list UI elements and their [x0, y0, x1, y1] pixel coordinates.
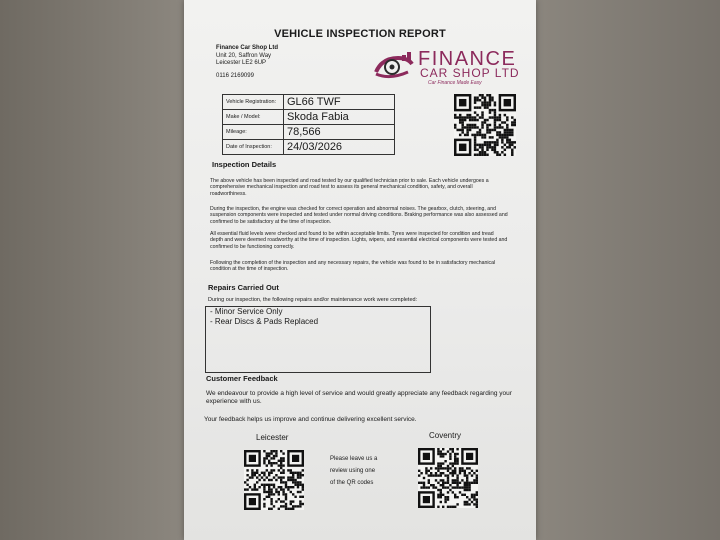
- address-line-1: Unit 20, Saffron Way: [216, 52, 272, 59]
- company-logo: [372, 48, 532, 90]
- inspection-report-sheet: [184, 0, 536, 540]
- repair-item: - Rear Discs & Pads Replaced: [210, 317, 319, 326]
- background-left: [0, 0, 186, 540]
- background-right: [534, 0, 720, 540]
- repairs-list-box: [205, 306, 431, 373]
- inspection-date-label: Date of Inspection:: [223, 140, 284, 155]
- logo-wordmark-top: FINANCE: [418, 48, 517, 70]
- feedback-paragraph-2: Your feedback helps us improve and continue delivering excellent service.: [204, 416, 417, 423]
- vehicle-registration-label: Vehicle Registration:: [223, 95, 284, 110]
- inspection-paragraph-3: All essential fluid levels were checked and found to be within acceptable limits. Tyres were inspected for condition and tread depth and were deemed roadworthy at the time of inspection. Lights, wipers, and essential electrical components were tested and confirmed to be functioning correctly.: [210, 231, 508, 250]
- repair-item: - Minor Service Only: [210, 307, 283, 316]
- company-phone: 0116 2169099: [216, 73, 254, 79]
- review-prompt-line-3: of the QR codes: [330, 480, 374, 486]
- vehicle-details-table: [222, 94, 395, 155]
- inspection-paragraph-4: Following the completion of the inspection and any necessary repairs, the vehicle was found to be in satisfactory mechanical condition at the time of inspection.: [210, 260, 496, 273]
- review-prompt-line-1: Please leave us a: [330, 456, 378, 462]
- car-wheel-logo-icon: [372, 50, 418, 84]
- leicester-qr-code-icon[interactable]: [244, 450, 304, 510]
- mileage-value: 78,566: [284, 125, 395, 140]
- leicester-label: Leicester: [256, 433, 289, 442]
- coventry-qr-code-icon[interactable]: [418, 448, 478, 508]
- review-prompt: [330, 453, 388, 489]
- table-row: [223, 110, 395, 125]
- logo-wordmark-bottom: CAR SHOP LTD: [420, 66, 520, 80]
- make-model-label: Make / Model:: [223, 110, 284, 125]
- table-row: [223, 95, 395, 110]
- repairs-intro: During our inspection, the following repairs and/or maintenance work were completed:: [208, 297, 418, 303]
- inspection-paragraph-1: The above vehicle has been inspected and road tested by our qualified technician prior to sale. Each vehicle undergoes a comprehensive mechanical inspection and road test to assess its general mechanical condition, safety, and overall roadworthiness.: [210, 178, 489, 197]
- address-line-2: Leicester LE2 6UP: [216, 60, 267, 66]
- page-title: VEHICLE INSPECTION REPORT: [274, 28, 446, 40]
- make-model-value: Skoda Fabia: [284, 110, 395, 125]
- company-address: [216, 45, 278, 68]
- inspection-paragraph-2: During the inspection, the engine was checked for correct operation and abnormal noises. The gearbox, clutch, steering, and suspension components were inspected and tested under normal driving conditions. Braking performance was also assessed and confirmed to be satisfactory at the time of inspection.: [210, 206, 508, 225]
- coventry-label: Coventry: [429, 431, 462, 440]
- table-row: [223, 140, 395, 155]
- customer-feedback-heading: Customer Feedback: [206, 374, 278, 383]
- company-name: Finance Car Shop Ltd: [216, 45, 279, 51]
- table-row: [223, 125, 395, 140]
- logo-tagline: Car Finance Made Easy: [428, 80, 482, 86]
- mileage-label: Mileage:: [223, 125, 284, 140]
- vehicle-registration-value: GL66 TWF: [284, 95, 395, 110]
- review-prompt-line-2: review using one: [330, 468, 376, 474]
- repairs-heading: Repairs Carried Out: [208, 283, 279, 292]
- feedback-paragraph-1: We endeavour to provide a high level of service and would greatly appreciate any feedback regarding your experience with us.: [206, 390, 512, 405]
- qr-code-icon[interactable]: [454, 94, 516, 156]
- inspection-date-value: 24/03/2026: [284, 140, 395, 155]
- inspection-details-heading: Inspection Details: [212, 160, 277, 169]
